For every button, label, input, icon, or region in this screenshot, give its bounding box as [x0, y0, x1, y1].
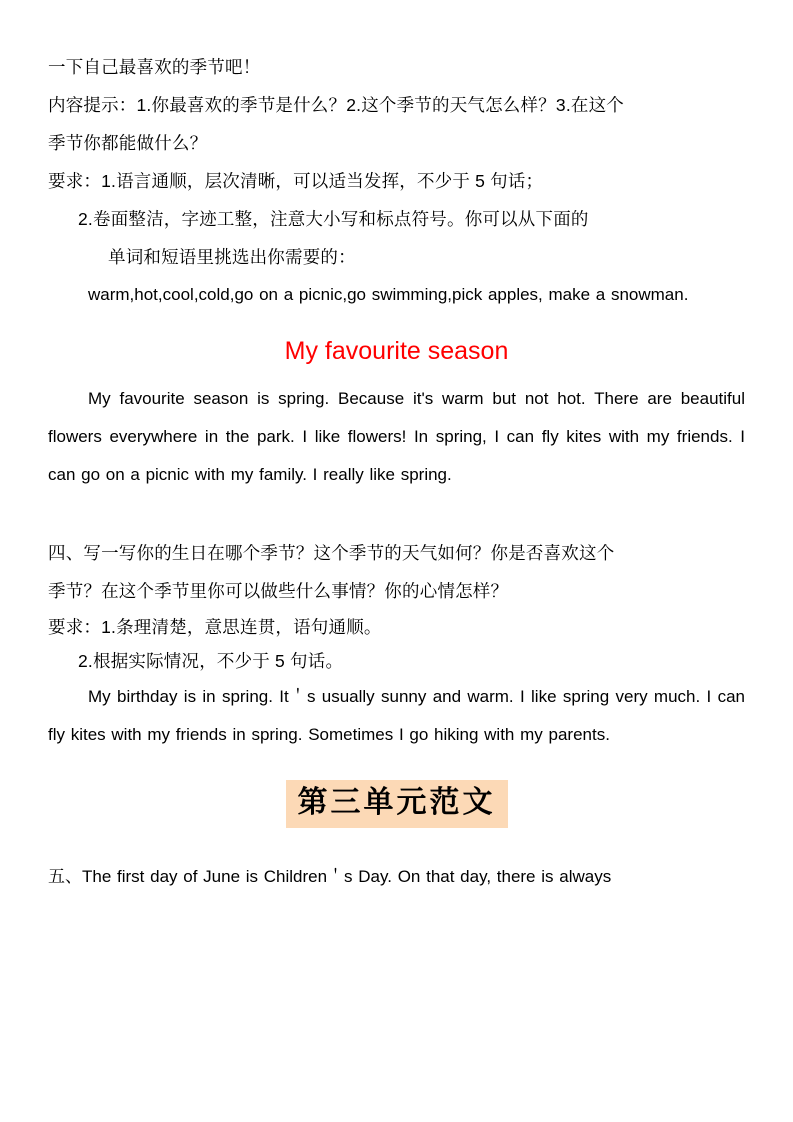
section-four-prompt-line-1: 四、写一写你的生日在哪个季节？这个季节的天气如何？你是否喜欢这个 — [48, 543, 615, 563]
requirement-line-3: 单词和短语里挑选出你需要的： — [108, 247, 356, 267]
section-five-prompt: 五、The first day of June is Children＇s Day. On that day, there is always — [48, 867, 612, 886]
word-bank: warm,hot,cool,cold,go on a picnic,go swimming,pick apples, make a snowman. — [88, 285, 689, 304]
model-essay-paragraph: My favourite season is spring. Because it's warm but not hot. There are beautiful flowers everywhere in the park. I like flowers! In spring, I can fly kites with my friends. I can go on a picnic with my family. I really like spring. — [48, 389, 745, 484]
section-four-answer: My birthday is in spring. It＇s usually sunny and warm. I like spring very much. I can fly kites with my friends in spring. Sometimes I go hiking with my parents. — [48, 687, 745, 744]
model-essay-title: My favourite season — [284, 337, 509, 365]
requirement-line-1: 要求：1.语言通顺，层次清晰，可以适当发挥，不少于 5 句话； — [48, 171, 544, 191]
unit-title-container — [48, 780, 745, 828]
requirement-line-2: 2.卷面整洁，字迹工整，注意大小写和标点符号。你可以从下面的 — [78, 209, 589, 229]
prompt-line-continuation: 一下自己最喜欢的季节吧！ — [48, 57, 261, 77]
content-hint-line-2: 季节你都能做什么？ — [48, 133, 208, 153]
content-hint-line-1: 内容提示：1.你最喜欢的季节是什么？2.这个季节的天气怎么样？3.在这个 — [48, 95, 624, 115]
section-four-requirement-2: 2.根据实际情况，不少于 5 句话。 — [78, 651, 344, 671]
section-four-prompt-line-2: 季节？在这个季节里你可以做些什么事情？你的心情怎样？ — [48, 581, 509, 601]
section-four-requirement-1: 要求：1.条理清楚，意思连贯，语句通顺。 — [48, 617, 382, 637]
unit-title: 第三单元范文 — [286, 780, 508, 828]
